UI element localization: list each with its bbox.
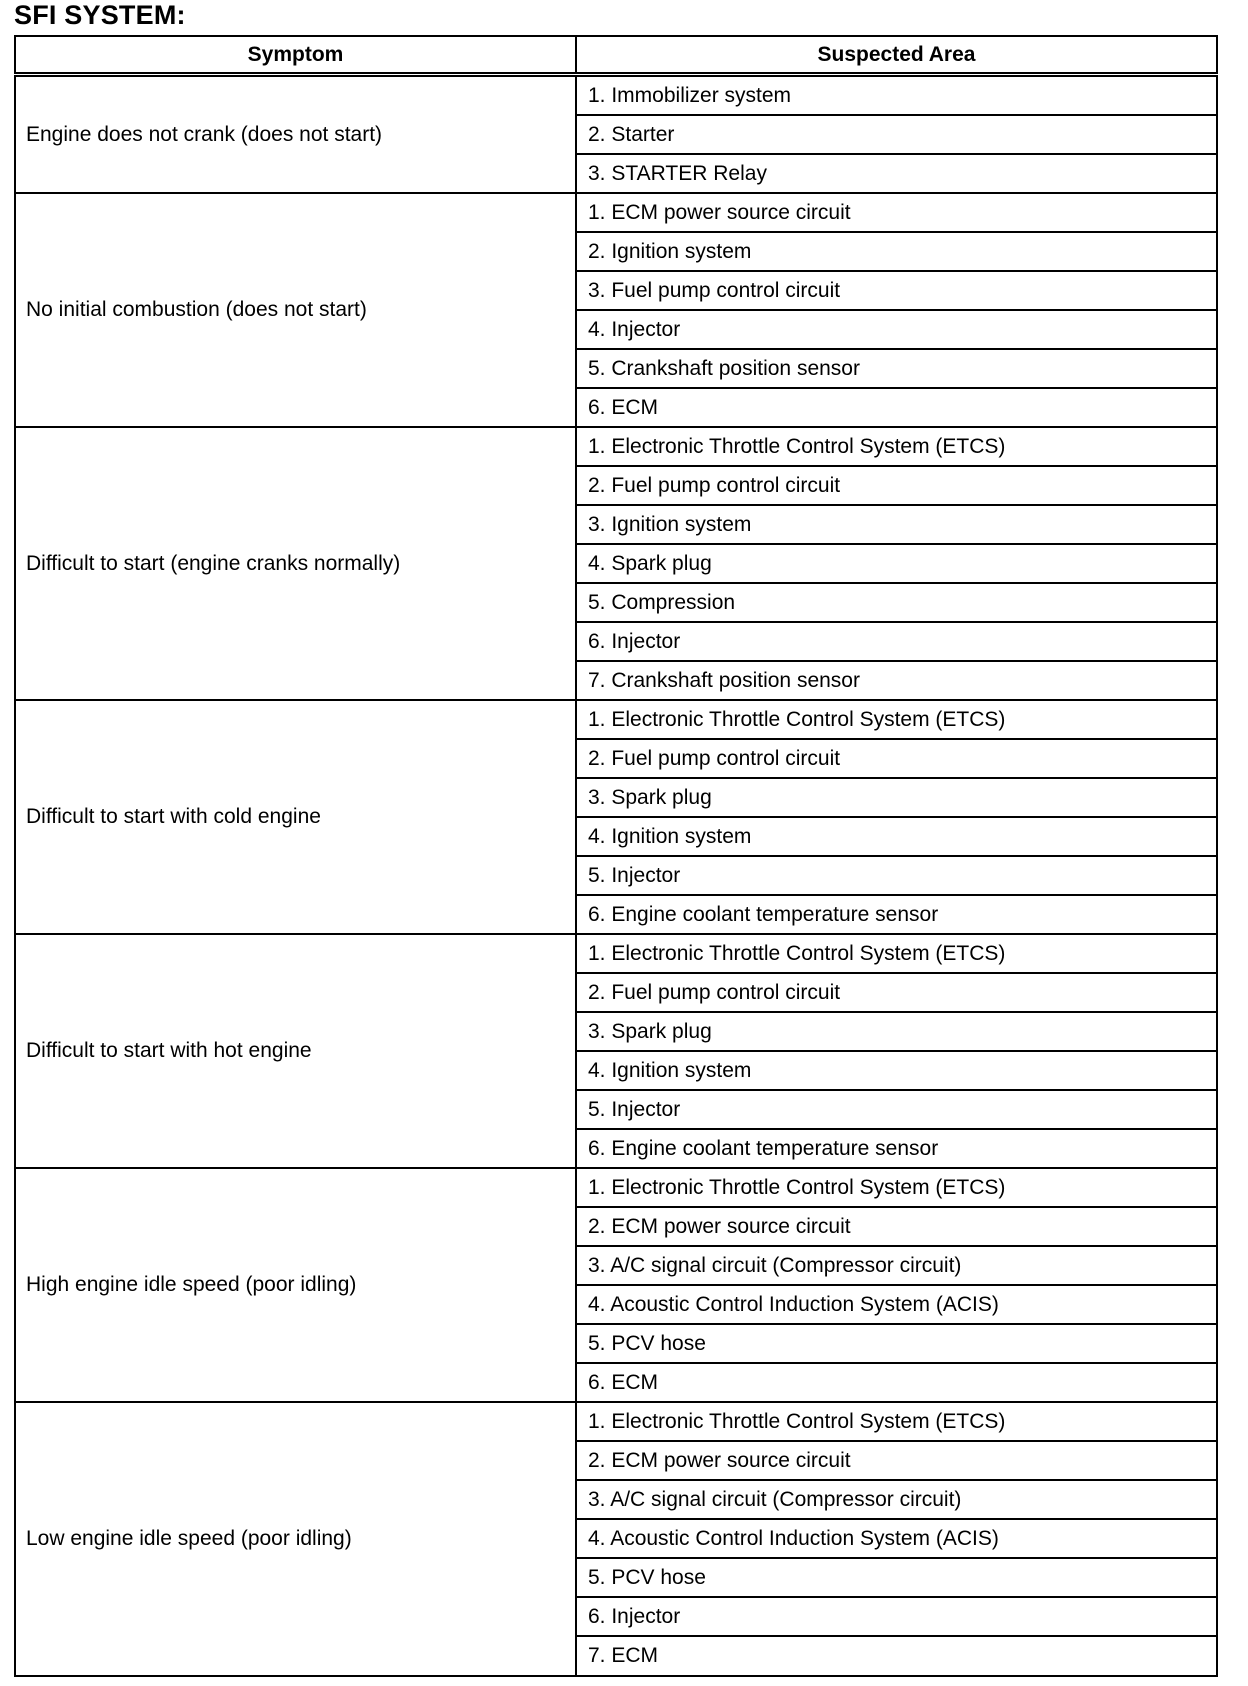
suspected-area-cell: 4. Spark plug bbox=[576, 544, 1217, 583]
suspected-area-cell: 5. Injector bbox=[576, 1090, 1217, 1129]
table-body bbox=[15, 75, 1217, 1677]
suspected-area-cell: 1. Electronic Throttle Control System (ETCS) bbox=[576, 427, 1217, 466]
suspected-area-cell: 2. Fuel pump control circuit bbox=[576, 739, 1217, 778]
suspected-area-cell: 7. Crankshaft position sensor bbox=[576, 661, 1217, 700]
suspected-area-cell: 6. ECM bbox=[576, 388, 1217, 427]
table-row bbox=[15, 75, 1217, 116]
symptom-table bbox=[14, 35, 1218, 1677]
symptom-cell: Difficult to start with cold engine bbox=[15, 700, 576, 934]
symptom-cell: Difficult to start with hot engine bbox=[15, 934, 576, 1168]
suspected-area-cell: 3. Fuel pump control circuit bbox=[576, 271, 1217, 310]
suspected-area-cell: 5. Injector bbox=[576, 856, 1217, 895]
header-symptom: Symptom bbox=[15, 36, 576, 75]
suspected-area-cell: 2. Ignition system bbox=[576, 232, 1217, 271]
suspected-area-cell: 2. Fuel pump control circuit bbox=[576, 466, 1217, 505]
suspected-area-cell: 6. ECM bbox=[576, 1363, 1217, 1402]
suspected-area-cell: 6. Engine coolant temperature sensor bbox=[576, 895, 1217, 934]
suspected-area-cell: 2. Fuel pump control circuit bbox=[576, 973, 1217, 1012]
suspected-area-cell: 1. Immobilizer system bbox=[576, 75, 1217, 116]
table-row bbox=[15, 700, 1217, 739]
suspected-area-cell: 2. ECM power source circuit bbox=[576, 1441, 1217, 1480]
suspected-area-cell: 2. Starter bbox=[576, 115, 1217, 154]
symptom-cell: Low engine idle speed (poor idling) bbox=[15, 1402, 576, 1676]
suspected-area-cell: 7. ECM bbox=[576, 1636, 1217, 1676]
suspected-area-cell: 4. Acoustic Control Induction System (ACIS) bbox=[576, 1285, 1217, 1324]
suspected-area-cell: 1. Electronic Throttle Control System (ETCS) bbox=[576, 934, 1217, 973]
suspected-area-cell: 4. Ignition system bbox=[576, 1051, 1217, 1090]
suspected-area-cell: 3. Ignition system bbox=[576, 505, 1217, 544]
suspected-area-cell: 1. Electronic Throttle Control System (ETCS) bbox=[576, 1168, 1217, 1207]
suspected-area-cell: 3. A/C signal circuit (Compressor circuit) bbox=[576, 1246, 1217, 1285]
suspected-area-cell: 5. PCV hose bbox=[576, 1558, 1217, 1597]
table-row bbox=[15, 1168, 1217, 1207]
table-row bbox=[15, 193, 1217, 232]
symptom-cell: No initial combustion (does not start) bbox=[15, 193, 576, 427]
suspected-area-cell: 2. ECM power source circuit bbox=[576, 1207, 1217, 1246]
suspected-area-cell: 4. Injector bbox=[576, 310, 1217, 349]
suspected-area-cell: 5. Compression bbox=[576, 583, 1217, 622]
suspected-area-cell: 5. Crankshaft position sensor bbox=[576, 349, 1217, 388]
suspected-area-cell: 4. Acoustic Control Induction System (ACIS) bbox=[576, 1519, 1217, 1558]
table-row bbox=[15, 934, 1217, 973]
suspected-area-cell: 5. PCV hose bbox=[576, 1324, 1217, 1363]
table-row bbox=[15, 1402, 1217, 1441]
header-suspected-area: Suspected Area bbox=[576, 36, 1217, 75]
suspected-area-cell: 3. STARTER Relay bbox=[576, 154, 1217, 193]
suspected-area-cell: 1. ECM power source circuit bbox=[576, 193, 1217, 232]
table-header-row bbox=[15, 36, 1217, 75]
table-row bbox=[15, 427, 1217, 466]
symptom-cell: Engine does not crank (does not start) bbox=[15, 75, 576, 194]
suspected-area-cell: 3. Spark plug bbox=[576, 778, 1217, 817]
suspected-area-cell: 1. Electronic Throttle Control System (ETCS) bbox=[576, 1402, 1217, 1441]
suspected-area-cell: 6. Engine coolant temperature sensor bbox=[576, 1129, 1217, 1168]
suspected-area-cell: 6. Injector bbox=[576, 1597, 1217, 1636]
page-title: SFI SYSTEM: bbox=[14, 0, 186, 30]
suspected-area-cell: 3. Spark plug bbox=[576, 1012, 1217, 1051]
symptom-cell: Difficult to start (engine cranks normally) bbox=[15, 427, 576, 700]
suspected-area-cell: 1. Electronic Throttle Control System (ETCS) bbox=[576, 700, 1217, 739]
suspected-area-cell: 6. Injector bbox=[576, 622, 1217, 661]
suspected-area-cell: 4. Ignition system bbox=[576, 817, 1217, 856]
symptom-cell: High engine idle speed (poor idling) bbox=[15, 1168, 576, 1402]
suspected-area-cell: 3. A/C signal circuit (Compressor circuit) bbox=[576, 1480, 1217, 1519]
